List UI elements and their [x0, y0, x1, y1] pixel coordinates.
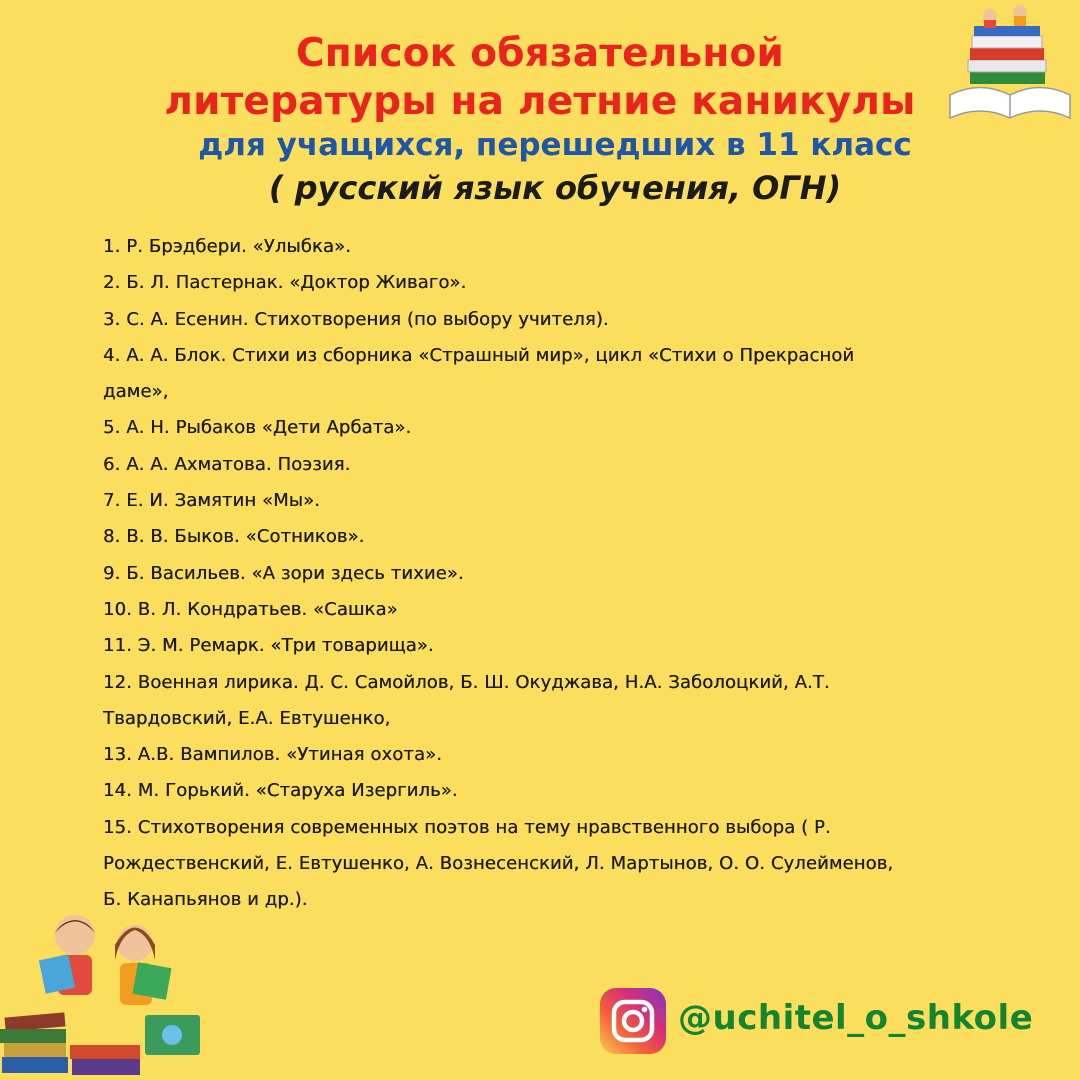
list-item: 1. Р. Брэдбери. «Улыбка». [103, 236, 351, 257]
list-item: 7. Е. И. Замятин «Мы». [103, 490, 320, 512]
list-item: 4. А. А. Блок. Стихи из сборника «Страшный мир», цикл «Стихи о Прекрасной [103, 344, 855, 366]
subtitle-grade: для учащихся, перешедших в 11 класс [198, 127, 912, 163]
list-item: 12. Военная лирика. Д. С. Самойлов, Б. Ш. Окуджава, Н.А. Заболоцкий, А.Т. [103, 671, 830, 693]
list-item: Твардовский, Е.А. Евтушенко, [103, 707, 391, 729]
list-item: 6. А. А. Ахматова. Поэзия. [103, 453, 351, 475]
kids-reading-icon [0, 905, 210, 1080]
list-item: 10. В. Л. Кондратьев. «Сашка» [103, 598, 398, 620]
list-item: 11. Э. М. Ремарк. «Три товарища». [103, 635, 434, 657]
title-block [0, 30, 1080, 210]
list-item: Рождественский, Е. Евтушенко, А. Вознесенский, Л. Мартынов, О. О. Сулейменов, [103, 853, 894, 875]
list-item: 3. С. А. Есенин. Стихотворения (по выбору учителя). [103, 308, 609, 330]
instagram-icon[interactable] [600, 988, 666, 1054]
list-item: 2. Б. Л. Пастернак. «Доктор Живаго». [103, 272, 467, 294]
list-item: 14. М. Горький. «Старуха Изергиль». [103, 780, 458, 802]
list-item: 5. А. Н. Рыбаков «Дети Арбата». [103, 417, 412, 439]
list-item: 13. А.В. Вампилов. «Утиная охота». [103, 744, 443, 766]
list-item: даме», [103, 381, 169, 403]
title-line-1: Список обязательной [295, 31, 785, 76]
list-item: 9. Б. Васильев. «А зори здесь тихие». [103, 562, 464, 584]
list-item: Б. Канапьянов и др.). [103, 889, 308, 911]
literature-list [103, 229, 1053, 919]
list-item: 8. В. В. Быков. «Сотников». [103, 526, 365, 548]
instagram-handle[interactable]: @uchitel_o_shkole [678, 998, 1034, 1038]
list-item: 15. Стихотворения современных поэтов на тему нравственного выбора ( Р. [103, 816, 831, 838]
title-line-2: литературы на летние каникулы [164, 79, 916, 124]
subtitle-language: ( русский язык обучения, ОГН) [268, 169, 842, 207]
books-stack-icon [940, 0, 1080, 130]
